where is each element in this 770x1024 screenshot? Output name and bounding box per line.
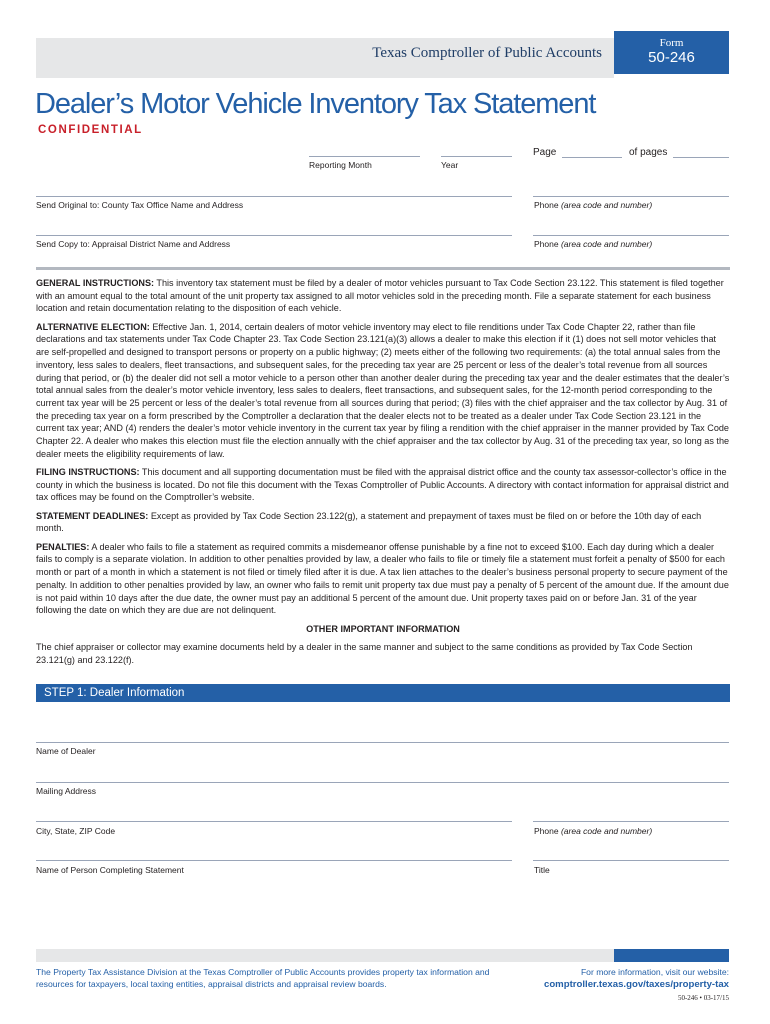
year-field[interactable] — [441, 156, 512, 157]
title-label: Title — [534, 865, 550, 875]
total-pages-field[interactable] — [673, 157, 729, 158]
of-pages-label: of pages — [629, 147, 668, 158]
reporting-month-field[interactable] — [309, 156, 420, 157]
form-number-box — [614, 31, 729, 74]
section-divider — [36, 267, 730, 270]
mailing-address-label: Mailing Address — [36, 786, 97, 796]
page-title: Dealer’s Motor Vehicle Inventory Tax Statement — [35, 88, 596, 120]
form-number: 50-246 — [648, 49, 695, 66]
page-number-field[interactable] — [562, 157, 622, 158]
filing-instructions: FILING INSTRUCTIONS: This document and all supporting documentation must be filed with the appraisal district office and the county tax assessor-collector’s office in the county in which the business is located. Do not file this document with the Texas Comptroller of Public Accounts. A directory with contact information for appraisal district and tax offices may be found on the Comptroller’s website. — [36, 467, 729, 503]
dealer-name-field[interactable] — [36, 742, 729, 743]
person-completing-field[interactable] — [36, 860, 512, 861]
page-label: Page — [533, 147, 557, 158]
county-phone-field[interactable] — [533, 196, 729, 197]
website-link[interactable]: comptroller.texas.gov/taxes/property-tax — [543, 979, 729, 990]
city-state-zip-field[interactable] — [36, 821, 512, 822]
city-state-zip-label: City, State, ZIP Code — [36, 826, 116, 836]
county-phone-label: Phone (area code and number) — [534, 200, 653, 210]
form-label: Form — [659, 37, 684, 49]
year-label: Year — [441, 160, 459, 170]
dealer-name-label: Name of Dealer — [36, 746, 96, 756]
mailing-address-field[interactable] — [36, 782, 729, 783]
appraisal-district-field[interactable] — [36, 235, 512, 236]
instructions — [36, 277, 730, 672]
general-instructions: GENERAL INSTRUCTIONS: This inventory tax statement must be filed by a dealer of motor vehicles pursuant to Tax Code Section 23.122. This statement is filed together with an amount equal to the total amount of the unit property tax assigned to all motor vehicles sold in the preceding month. File a separate statement for each business location and retain documentation relating to the disposition of each vehicle. — [36, 278, 724, 314]
confidential-label: CONFIDENTIAL — [38, 124, 143, 136]
footer-band — [36, 949, 614, 962]
footer-description: The Property Tax Assistance Division at the Texas Comptroller of Public Accounts provides property tax information and resources for taxpayers, local taxing entities, appraisal districts and appraisal review boards. — [36, 967, 490, 989]
footer-links — [544, 966, 729, 1005]
reporting-month-label: Reporting Month — [309, 160, 372, 170]
agency-name: Texas Comptroller of Public Accounts — [372, 45, 602, 61]
person-completing-label: Name of Person Completing Statement — [36, 865, 184, 875]
other-info-heading: OTHER IMPORTANT INFORMATION — [306, 623, 460, 634]
statement-deadlines: STATEMENT DEADLINES: Except as provided by Tax Code Section 23.122(g), a statement and prepayment of taxes must be filed on or before the 10th day of each month. — [36, 510, 702, 534]
appraisal-phone-label: Phone (area code and number) — [534, 239, 653, 249]
appraisal-phone-field[interactable] — [533, 235, 729, 236]
send-copy-label: Send Copy to: Appraisal District Name and Address — [36, 239, 231, 249]
penalties: PENALTIES: A dealer who fails to file a statement as required commits a misdemeanor offense punishable by a fine not to exceed $100. Each day during which a dealer fails to comply is a separate violation. In addition to other penalties provided by law, a dealer who fails to file or timely file a statement must forfeit a penalty of $500 for each month or part of a month in which a statement is not filed or timely filed after it is due. A tax lien attaches to the dealer’s business personal property to secure payment of the penalty. In addition to other penalties provided by law, an owner who fails to remit unit property tax due must pay a penalty of 5 percent of the amount due. If the amount due is not paid within 10 days after the due date, the owner must pay an additional 5 percent of the amount due. Unit property taxes paid on or before Jan. 31 of the year following the date on which they are due are not delinquent. — [36, 541, 729, 616]
dealer-phone-field[interactable] — [533, 821, 729, 822]
title-field[interactable] — [533, 860, 729, 861]
send-original-label: Send Original to: County Tax Office Name and Address — [36, 200, 244, 210]
other-info-text: The chief appraiser or collector may examine documents held by a dealer in the same manner and subject to the same conditions as provided by Tax Code Section 23.121(g) and 23.122(f). — [36, 641, 693, 665]
more-info-text: For more information, visit our website: — [580, 967, 729, 977]
footer-accent — [614, 949, 729, 962]
alternative-election: ALTERNATIVE ELECTION: Effective Jan. 1, 2014, certain dealers of motor vehicle inventory may elect to file renditions under Tax Code Chapter 22, rather than file declarations and tax statements under Tax Code Chapter 23. Tax Code Section 23.121(a)(3) allows a dealer to make this election if it (1) does not sell motor vehicles that are self-propelled and designed to transport persons or property on a public highway; (2) meets either of the following two requirements: (a) the total annual sales from the inventory, less sales to dealers, fleet transactions, and subsequent sales, for the preceding tax year are 25 percent or less of the dealer’s total revenue from all sources during that period, or (b) the dealer did not sell a motor vehicle to a person other than another dealer during the preceding tax year and the dealer estimates that the dealer’s total annual sales from the dealer’s motor vehicle inventory, less sales to dealers, fleet transactions, and subsequent sales, for the 12-month period corresponding to the current tax year will be 25 percent or less of the dealer’s total revenue from all sources during that period; (3) files with the chief appraiser and the tax collector by Aug. 31 of the preceding tax year on a form prescribed by the Comptroller a declaration that the dealer elects not to be treated as a dealer under Tax Code Section 23.121 in the current tax year; AND (4) renders the dealer’s motor vehicle inventory in the current tax year by filing a rendition with the chief appraiser in the manner provided by Tax Code Chapter 22. A dealer who makes this election must file the election annually with the chief appraiser and the tax collector by Aug. 31 of the preceding tax year, so long as the dealer meets the eligibility requirements of law. — [36, 321, 730, 459]
step1-header: STEP 1: Dealer Information — [36, 684, 730, 702]
form-code: 50-246 • 03-17/15 — [677, 994, 729, 1002]
dealer-phone-label: Phone (area code and number) — [534, 826, 653, 836]
county-tax-office-field[interactable] — [36, 196, 512, 197]
